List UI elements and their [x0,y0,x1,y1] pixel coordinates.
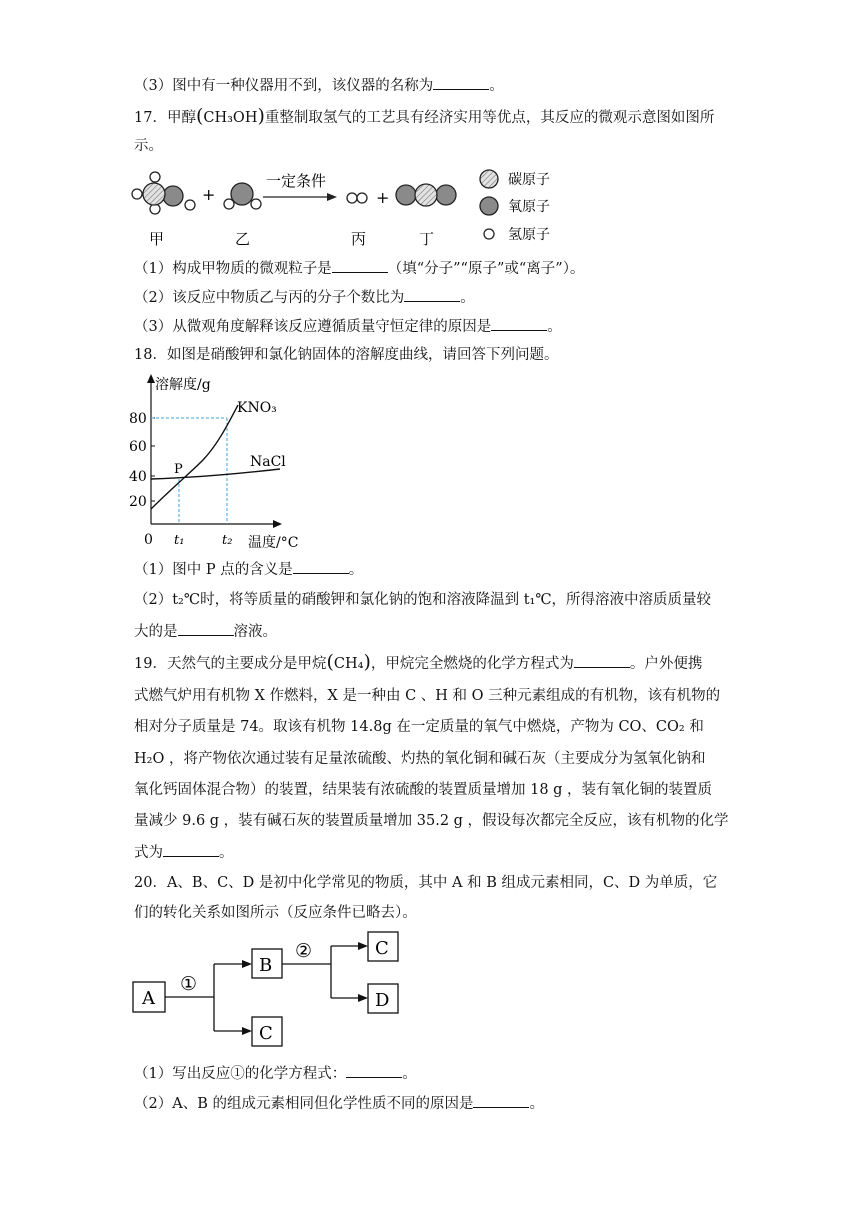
box-d-label: D [375,990,390,1011]
q17-part1: （1）构成甲物质的微观粒子是 （填“分子”“原子”或“离子”）。 [134,258,584,279]
nacl-curve [151,469,280,479]
kno3-curve [151,405,238,509]
q18-stem: 18．如图是硝酸钾和氯化钠固体的溶解度曲线，请回答下列问题。 [134,347,559,363]
methanol-formula: CH₃OH [203,110,258,126]
arrowhead-icon [358,994,368,1002]
c-atom [415,184,437,206]
carbon-legend-icon [480,170,498,188]
y-tick-label: 80 [129,411,147,427]
q19-line5: 氧化钙固体混合物）的装置，结果装有浓硫酸的装置质量增加 18 g ，装有氧化铜的装置质 [134,782,713,798]
y-tick-label: 40 [129,469,147,485]
q18-part1: （1）图中 P 点的含义是 。 [134,559,363,580]
q17-stem-line2: 示。 [134,138,163,154]
q17-part2: （2）该反应中物质乙与丙的分子个数比为 。 [134,287,475,308]
q20-part1: （1）写出反应①的化学方程式： 。 [134,1063,417,1084]
o-atom [163,186,183,206]
point-p-label: P [174,462,183,477]
answer-blank [473,1093,529,1108]
q17-part3: （3）从微观角度解释该反应遵循质量守恒定律的原因是 。 [134,316,562,337]
legend-hydrogen: 氢原子 [508,227,550,243]
h-atom [132,189,142,199]
h-atom [150,172,160,182]
kno3-label: KNO₃ [237,400,277,416]
h-atom [185,200,195,210]
molecule-jia [132,172,195,214]
q16-part3: （3）图中有一种仪器用不到，该仪器的名称为 。 [134,75,504,96]
answer-blank [178,621,234,636]
molecule-bing [347,193,367,203]
answer-blank [404,287,460,302]
q19-line4: H₂O ，将产物依次通过装有足量浓硫酸、灼热的氧化铜和碱石灰（主要成分为氢氧化钠和 [134,751,706,767]
molecule-ding [396,184,456,206]
h-atom [347,193,357,203]
legend-oxygen: 氧原子 [508,199,550,215]
q19-line1: 19．天然气的主要成分是甲烷(CH₄)，甲烷完全燃烧的化学方程式为 。户外便携 [134,651,703,673]
c-atom [143,183,165,205]
y-tick-label: 60 [129,439,147,455]
step-2-label: ② [295,940,313,962]
molecule-yi [224,183,261,209]
q19-line2: 式燃气炉用有机物 X 作燃料，X 是一种由 C 、H 和 O 三种元素组成的有机物，该有机物的 [134,688,721,704]
conversion-diagram [128,930,418,1050]
nacl-label: NaCl [250,454,286,470]
answer-blank [574,653,630,668]
label-jia: 甲 [149,230,165,248]
h-atom [357,193,367,203]
q17-stem-line1: 17．甲醇(CH₃OH)重整制取氢气的工艺具有经济实用等优点，其反应的微观示意图如图所 [134,105,715,127]
origin-label: 0 [144,532,153,548]
q20-line2: 们的转化关系如图所示（反应条件已略去）。 [134,905,417,921]
arrowhead-icon [358,942,368,950]
answer-blank [433,75,489,90]
h-atom [251,199,261,209]
q20-line1: 20．A、B、C、D 是初中化学常见的物质，其中 A 和 B 组成元素相同，C、D 为单质，它 [134,875,718,891]
solubility-chart [128,372,308,552]
box-b-label: B [259,955,273,976]
q20-part2: （2）A、B 的组成元素相同但化学性质不同的原因是 。 [134,1093,544,1114]
q19-line7: 式为 。 [134,842,234,863]
x-tick-t1: t₁ [174,533,185,548]
legend-carbon: 碳原子 [508,172,550,188]
answer-blank [491,316,547,331]
box-c-upper-label: C [375,938,389,959]
hydrogen-legend-icon [484,229,494,239]
methane-formula: CH₄ [333,656,364,672]
y-axis-arrow-icon [147,374,155,383]
atom-legend [480,170,550,243]
label-ding: 丁 [419,230,435,248]
o-atom [231,183,253,205]
q19-line3: 相对分子质量是 74。取该有机物 14.8g 在一定质量的氧气中燃烧，产物为 CO、CO₂ 和 [134,719,704,735]
q18-part2-line1: （2）t₂℃时，将等质量的硝酸钾和氯化钠的饱和溶液降温到 t₁℃，所得溶液中溶质质量较 [134,592,712,608]
reaction-micro-diagram [125,166,565,256]
q18-part2-line2: 大的是 溶液。 [134,621,277,642]
q19-line6: 量减少 9.6 g ，装有碱石灰的装置质量增加 35.2 g ，假设每次都完全反应，该有机物的化学 [134,813,729,829]
answer-blank [293,559,349,574]
answer-blank [163,842,219,857]
arrowhead-icon [242,960,252,968]
plus-sign: + [202,185,216,204]
y-tick-label: 20 [129,494,147,510]
x-tick-t2: t₂ [222,533,233,548]
box-a-label: A [142,988,155,1009]
arrowhead-icon [242,1027,252,1035]
arrow-condition-label: 一定条件 [266,172,327,190]
y-axis-label: 溶解度/g [155,377,211,393]
label-bing: 丙 [351,230,367,248]
x-axis-label: 温度/°C [248,535,299,551]
o-atom [436,185,456,205]
step-1-label: ① [180,973,198,995]
arrowhead-icon [327,193,337,201]
oxygen-legend-icon [480,197,498,215]
label-yi: 乙 [235,230,251,248]
x-axis-arrow-icon [273,520,282,528]
o-atom [396,185,416,205]
plus-sign: + [376,188,390,207]
answer-blank [346,1063,402,1078]
box-c-lower-label: C [259,1023,273,1044]
answer-blank [332,258,388,273]
